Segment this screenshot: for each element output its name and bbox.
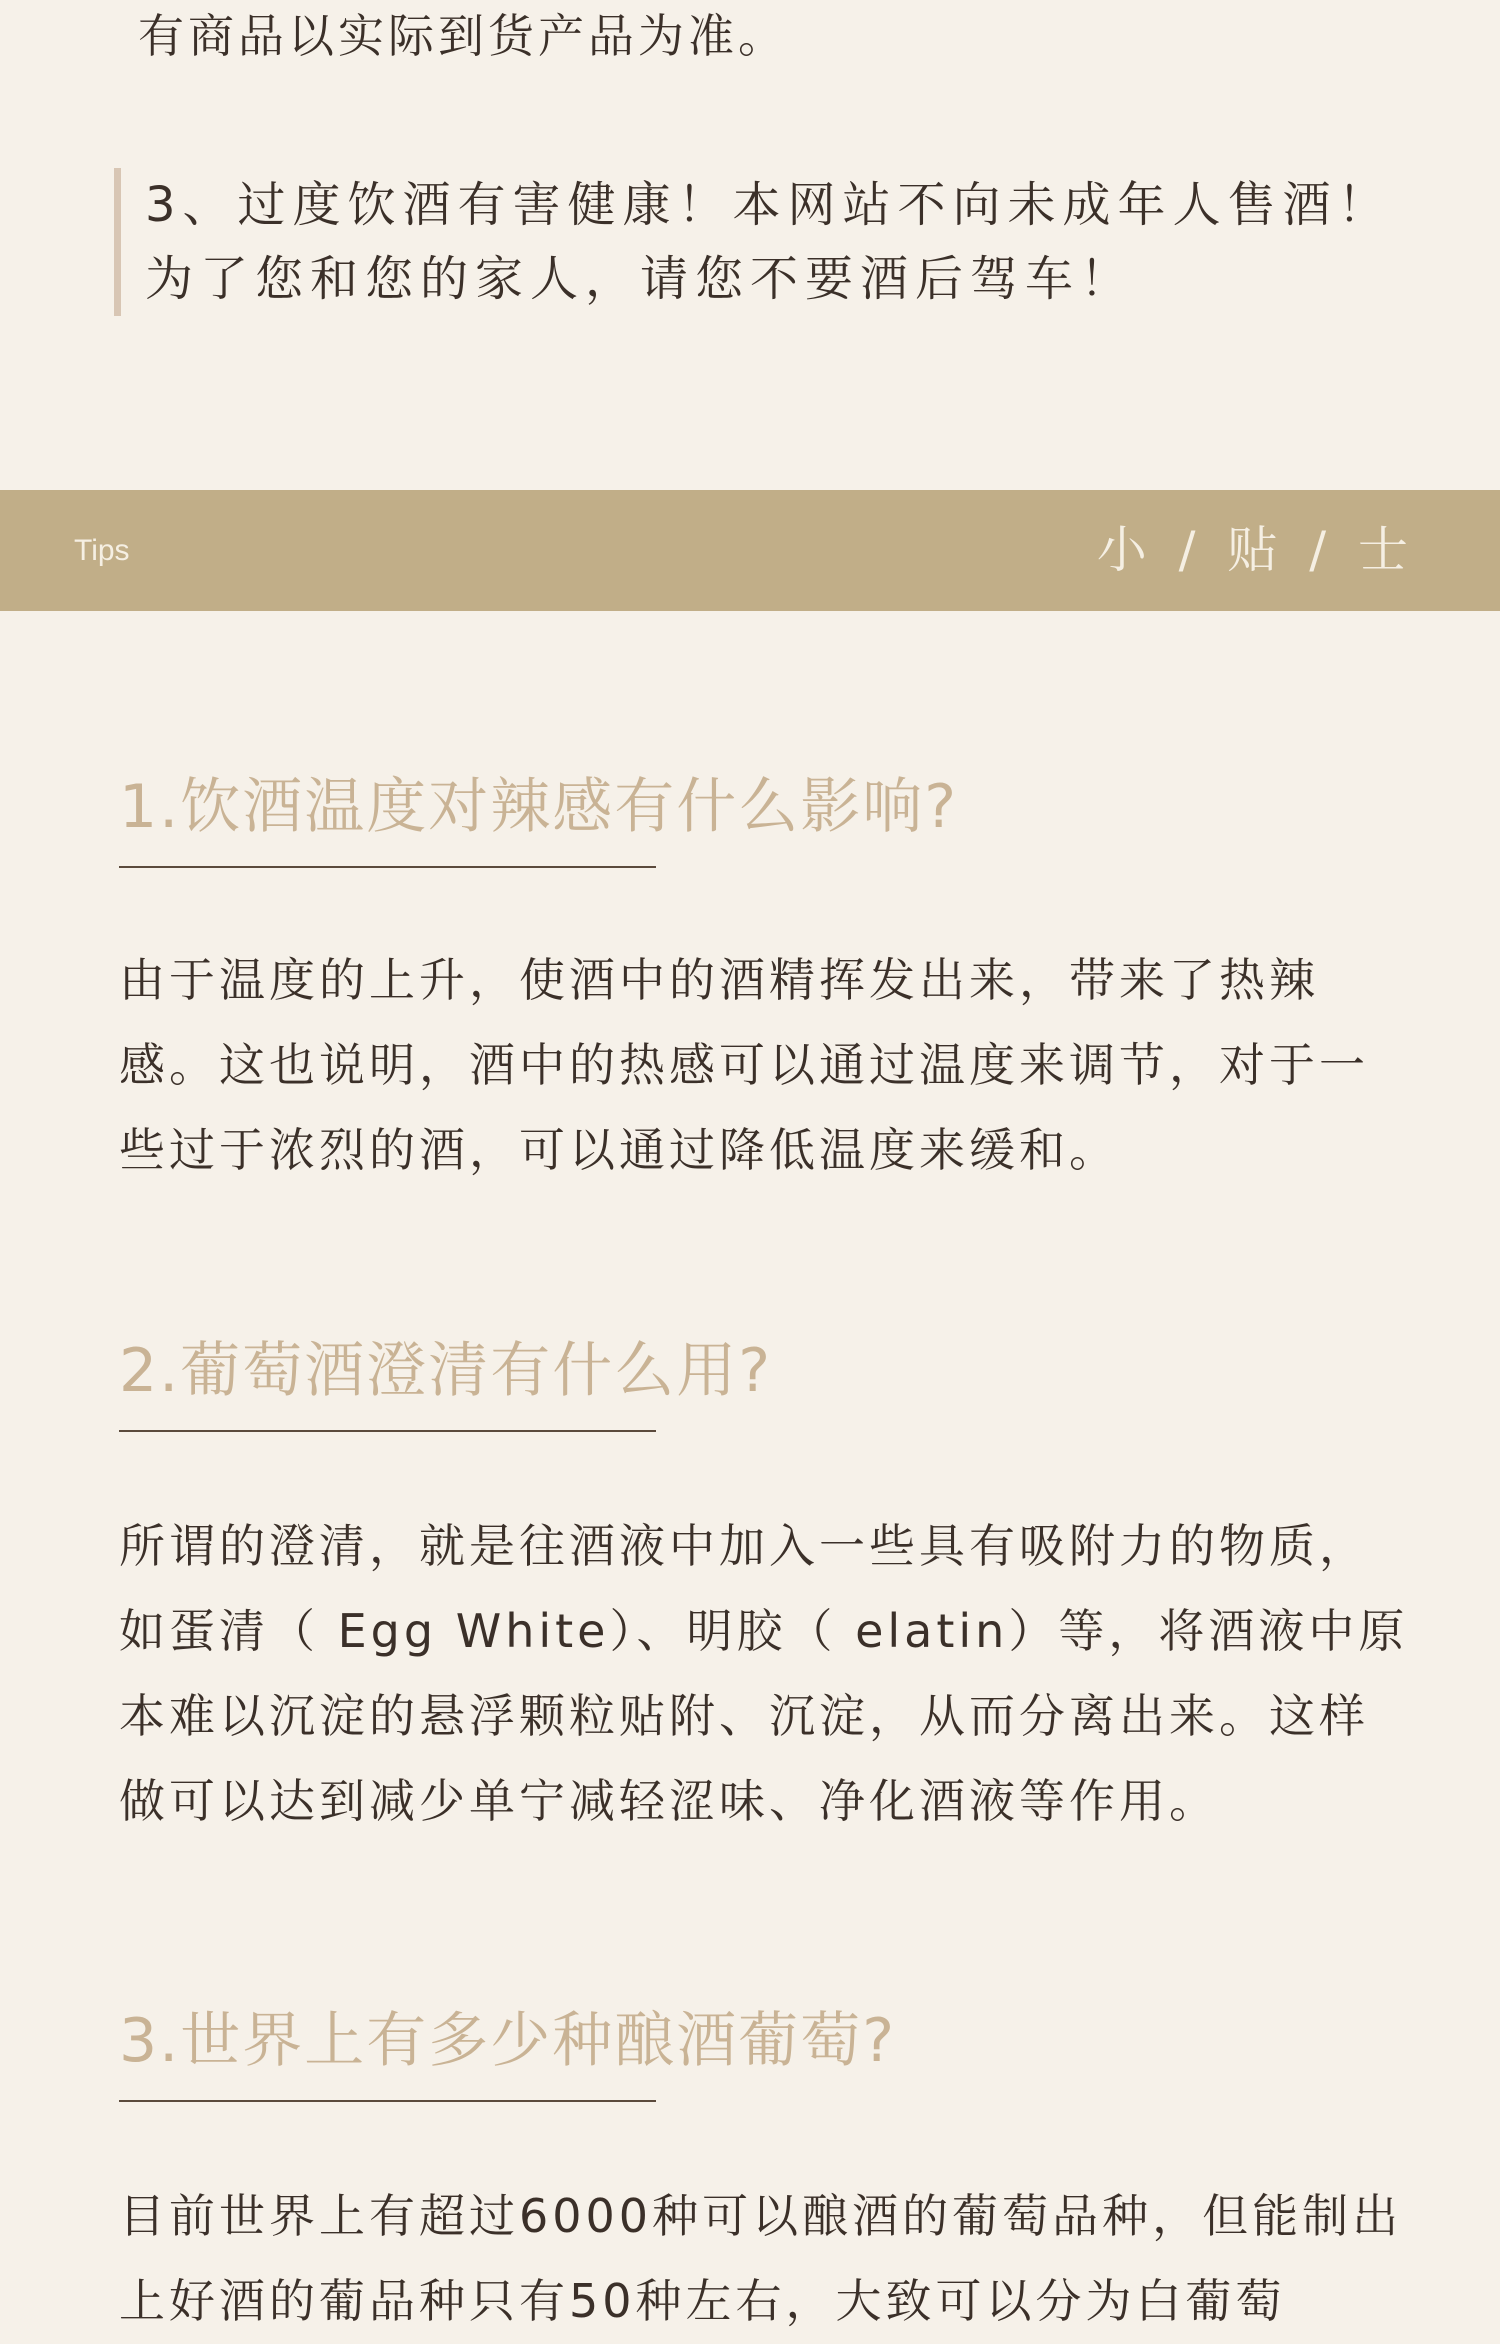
faq-item-3 xyxy=(119,2000,1403,2344)
faq-divider-1 xyxy=(119,866,656,868)
faq-divider-3 xyxy=(119,2100,656,2102)
faq-question-3: 3.世界上有多少种酿酒葡萄? xyxy=(119,2006,897,2076)
faq-answer-1: 由于温度的上升，使酒中的酒精挥发出来，带来了热辣感。这也说明，酒中的热感可以通过温度来调节，对于一些过于浓烈的酒，可以通过降低温度来缓和。 xyxy=(119,953,1369,1177)
notice-tail-text: 有商品以实际到货产品为准。 xyxy=(138,9,788,63)
tips-banner xyxy=(0,490,1500,611)
notice-item-3: 3、过度饮酒有害健康！本网站不向未成年人售酒！ 为了您和您的家人，请您不要酒后驾车！ xyxy=(114,168,1445,316)
faq-item-2 xyxy=(119,1330,1409,1844)
faq-answer-3: 目前世界上有超过6000种可以酿酒的葡萄品种，但能制出上好酒的葡品种只有50种左右，大致可以分为白葡萄 xyxy=(119,2189,1403,2328)
faq-item-1 xyxy=(119,766,1399,1193)
faq-divider-2 xyxy=(119,1430,656,1432)
faq-question-2: 2.葡萄酒澄清有什么用? xyxy=(119,1336,773,1406)
faq-question-1: 1.饮酒温度对辣感有什么影响? xyxy=(119,772,959,842)
tips-heading: 小 / 贴 / 士 xyxy=(1096,521,1416,579)
tips-label: Tips xyxy=(74,534,130,567)
faq-answer-2: 所谓的澄清，就是往酒液中加入一些具有吸附力的物质，如蛋清（ Egg White）、明胶（ elatin）等，将酒液中原本难以沉淀的悬浮颗粒贴附、沉淀，从而分离出来。这样做可以达到减少单宁减轻涩味、净化酒液等作用。 xyxy=(119,1519,1409,1828)
